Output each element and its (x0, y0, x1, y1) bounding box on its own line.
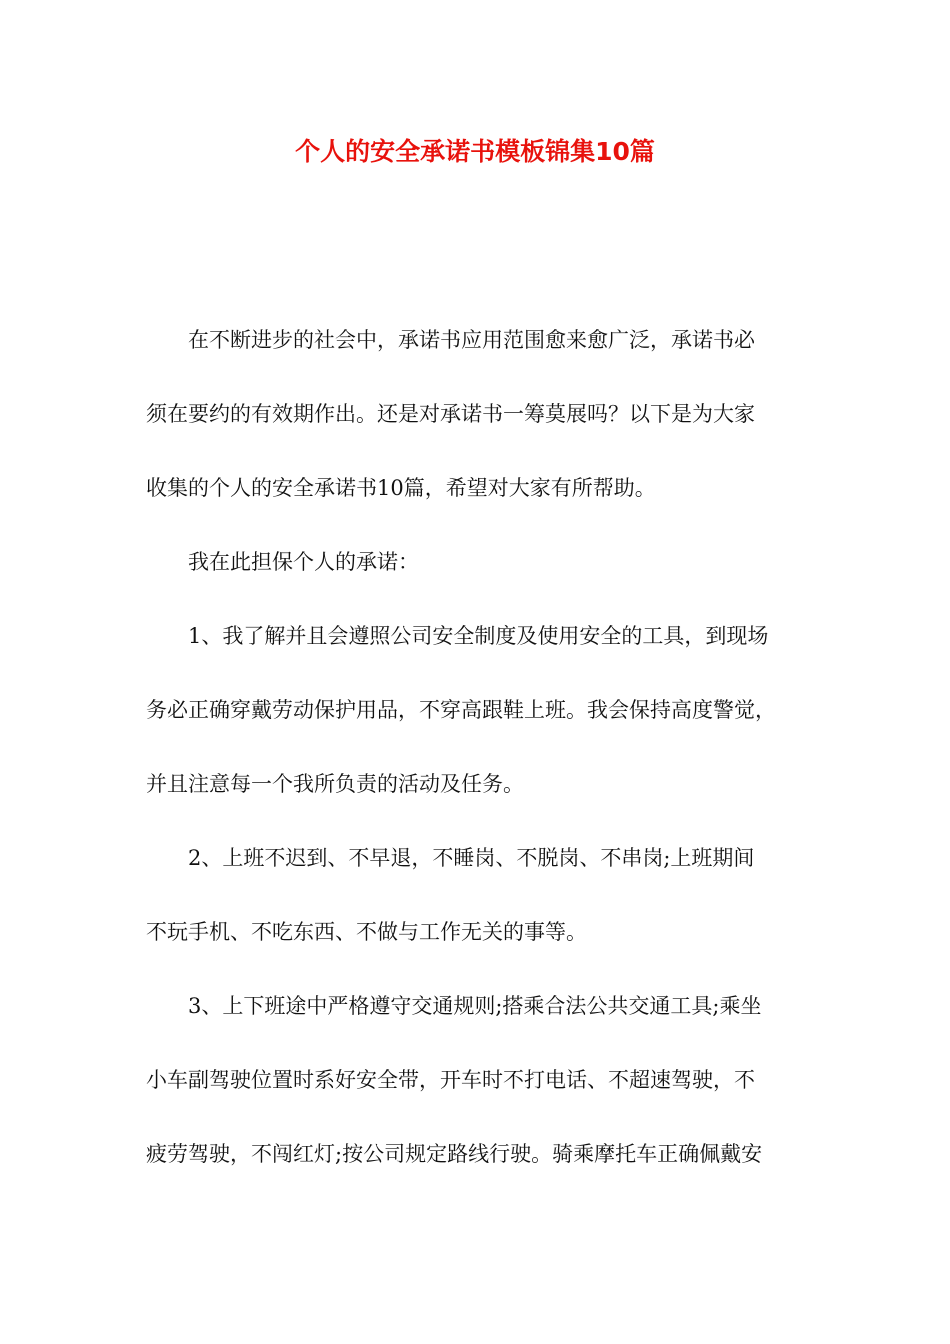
paragraph-line: 不玩手机、不吃东西、不做与工作无关的事等。 (146, 920, 587, 944)
paragraph-line: 小车副驾驶位置时系好安全带，开车时不打电话、不超速驾驶，不 (146, 1068, 755, 1092)
paragraph-line: 2、上班不迟到、不早退，不睡岗、不脱岗、不串岗;上班期间 (188, 846, 755, 870)
paragraph-line: 务必正确穿戴劳动保护用品，不穿高跟鞋上班。我会保持高度警觉， (146, 698, 776, 722)
paragraph-line: 1、我了解并且会遵照公司安全制度及使用安全的工具，到现场 (188, 624, 769, 648)
paragraph-line: 收集的个人的安全承诺书10篇，希望对大家有所帮助。 (146, 476, 656, 500)
paragraph-line: 并且注意每一个我所负责的活动及任务。 (146, 772, 524, 796)
paragraph-line: 疲劳驾驶，不闯红灯;按公司规定路线行驶。骑乘摩托车正确佩戴安 (146, 1142, 763, 1166)
paragraph-line: 我在此担保个人的承诺： (188, 550, 419, 574)
document-title: 个人的安全承诺书模板锦集10篇 (295, 137, 655, 166)
paragraph-line: 3、上下班途中严格遵守交通规则;搭乘合法公共交通工具;乘坐 (188, 994, 762, 1018)
paragraph-line: 须在要约的有效期作出。还是对承诺书一筹莫展吗？以下是为大家 (146, 402, 755, 426)
paragraph-line: 在不断进步的社会中，承诺书应用范围愈来愈广泛，承诺书必 (188, 328, 755, 352)
